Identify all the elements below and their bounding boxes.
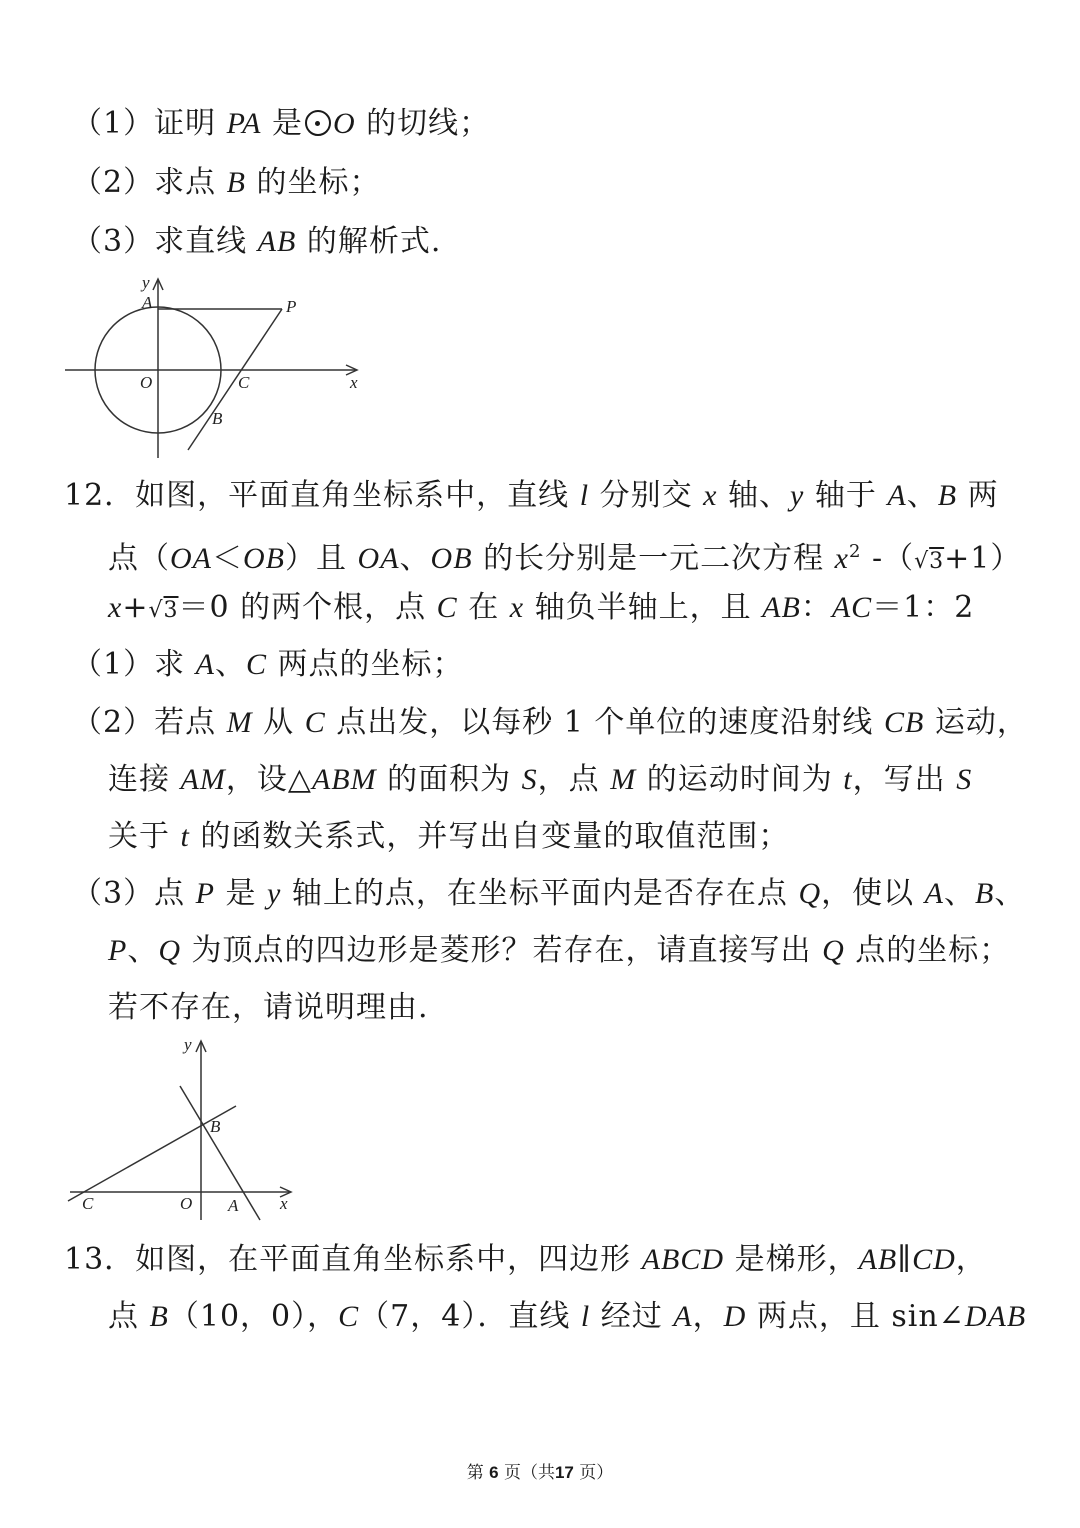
- fig2-label-x: x: [280, 1194, 288, 1213]
- fig1-label-o: O: [140, 373, 153, 392]
- fig2-label-y: y: [184, 1035, 192, 1054]
- q12-part-2-line-1: （2）若点 M 从 C 点出发，以每秒 1 个单位的速度沿射线 CB 运动，: [72, 705, 1028, 740]
- q12-stem-line-2: 点（OA＜OB）且 OA、OB 的长分别是一元二次方程 $x^2$ -（√3+1）: [108, 541, 1022, 576]
- page-footer: 第 6 页（共17 页）: [466, 1463, 614, 1483]
- q12-part-3-line-1: （3）点 P 是 y 轴上的点，在坐标平面内是否存在点 Q，使以 A、B、: [72, 876, 1026, 911]
- fig1-label-y: y: [142, 273, 150, 292]
- fig1-label-x: x: [350, 373, 358, 392]
- q12-part-2-line-2: 连接 AM，设△ABM 的面积为 S，点 M 的运动时间为 t，写出 S: [108, 762, 973, 797]
- fig1-label-c: C: [238, 373, 250, 392]
- q13-stem-line-1: 13．如图，在平面直角坐标系中，四边形 ABCD 是梯形，AB∥CD，: [64, 1242, 987, 1277]
- q12-part-2-line-3: 关于 t 的函数关系式，并写出自变量的取值范围；: [108, 819, 790, 854]
- fig1-label-a: A: [142, 293, 153, 312]
- q11-part-3: （3）求直线 AB 的解析式.: [72, 224, 442, 259]
- q12-part-1: （1）求 A、C 两点的坐标；: [72, 647, 464, 682]
- q13-stem-line-2: 点 B（10，0），C（7，4）．直线 l 经过 A，D 两点，且 sin∠DAB: [108, 1299, 1027, 1334]
- fig1-label-b: B: [212, 409, 223, 428]
- q11-part-2: （2）求点 B 的坐标；: [72, 165, 381, 200]
- fig2-label-a: A: [228, 1196, 239, 1215]
- q12-part-3-line-3: 若不存在，请说明理由.: [108, 990, 429, 1025]
- fig1-label-p: P: [286, 297, 297, 316]
- figure-lines-axes: [60, 1034, 300, 1224]
- fig2-label-b: B: [210, 1117, 221, 1136]
- total-pages: 17: [554, 1463, 574, 1482]
- fig2-label-c: C: [82, 1194, 94, 1213]
- q12-stem-line-1: 12．如图，平面直角坐标系中，直线 l 分别交 x 轴、y 轴于 A、B 两: [64, 478, 999, 513]
- figure-circle-tangent: [60, 272, 380, 462]
- page-number: 6: [489, 1463, 499, 1482]
- q12-part-3-line-2: P、Q 为顶点的四边形是菱形？若存在，请直接写出 Q 点的坐标；: [108, 933, 1011, 968]
- fig2-label-o: O: [180, 1194, 193, 1213]
- q11-part-1: （1）证明 PA 是 O 的切线；: [72, 106, 491, 141]
- circle-dot-icon: [305, 110, 331, 136]
- q12-stem-line-3: x+√3＝0 的两个根，点 C 在 x 轴负半轴上，且 AB：AC＝1：2: [108, 590, 975, 625]
